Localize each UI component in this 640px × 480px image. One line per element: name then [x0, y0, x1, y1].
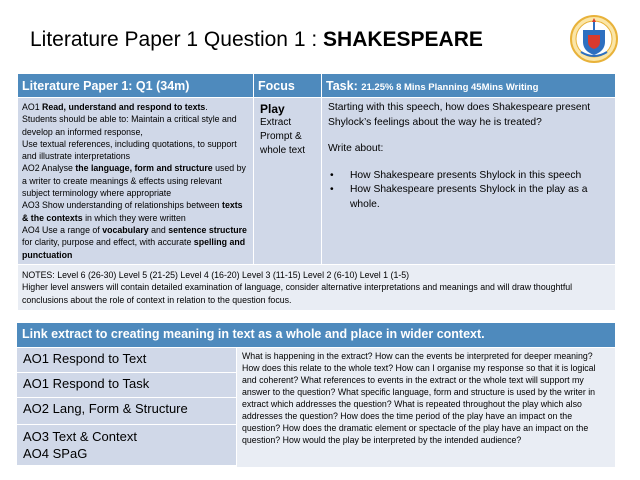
ao-line: AO4 Use a range of vocabulary and sentence structure for clarity, purpose and effect, with accurate spelling and punctuation — [22, 224, 247, 260]
objective-item-group — [17, 425, 236, 465]
page-title-prefix: Literature Paper 1 Question 1 : — [30, 28, 324, 51]
notes-cell — [18, 264, 616, 311]
write-about-label: Write about: — [328, 143, 384, 154]
task-table — [17, 73, 616, 311]
objective-item: AO1 Respond to Task — [17, 373, 236, 397]
school-crest-icon — [569, 14, 619, 64]
focus-line: Extract — [260, 117, 292, 128]
task-bullet: • How Shakespeare presents Shylock in the play as a whole. — [328, 183, 609, 212]
ao-line: Use textual references, including quotations, to support and illustrate interpretations — [22, 138, 237, 162]
task-bullet: • How Shakespeare presents Shylock in this speech — [328, 169, 609, 184]
focus-line: whole text — [260, 145, 306, 156]
focus-line: Prompt & — [260, 131, 302, 142]
paper-title-header: Literature Paper 1: Q1 (34m) — [18, 74, 254, 98]
task-table-body — [18, 98, 616, 265]
objective-item: AO3 Text & Context — [23, 429, 137, 444]
task-header — [322, 74, 616, 98]
ao-line: AO3 Show understanding of relationships between texts & the contexts in which they were written — [22, 200, 243, 223]
assessment-objectives — [18, 98, 254, 265]
focus-title: Play — [260, 102, 285, 116]
notes-detail: Higher level answers will contain detailed examination of language, consider alternative interpretations and meanings and will draw thoughtful conclusions about the role of context in relation to the question focus. — [22, 282, 573, 305]
notes-row — [18, 264, 616, 311]
task-header-detail: 21.25% 8 Mins Planning 45Mins Writing — [361, 81, 539, 93]
task-cell — [322, 98, 616, 265]
task-table-header — [18, 74, 616, 98]
objective-item: AO4 SPaG — [23, 446, 88, 461]
objective-item: AO2 Lang, Form & Structure — [17, 398, 236, 424]
task-bullet-list — [328, 169, 609, 213]
notes-levels: NOTES: Level 6 (26-30) Level 5 (21-25) Level 4 (16-20) Level 3 (11-15) Level 2 (6-10) Level 1 (1-5) — [22, 269, 410, 280]
task-header-label: Task: — [326, 78, 362, 93]
ao-line: AO2 Analyse the language, form and structure used by a writer to create meanings & effects using relevant subject terminology where appropriate — [22, 163, 246, 199]
objective-item: AO1 Respond to Text — [17, 348, 236, 372]
context-header: Link extract to creating meaning in text as a whole and place in wider context. — [17, 323, 615, 347]
focus-header: Focus — [254, 74, 322, 98]
ao-line: AO1 Read, understand and respond to texts. — [22, 102, 208, 112]
ao-line: Students should be able to: Maintain a critical style and develop an informed response, — [22, 114, 237, 137]
focus-cell — [254, 98, 322, 265]
objectives-column — [17, 348, 236, 466]
task-question: Starting with this speech, how does Shakespeare present Shylock’s feelings about the way he is treated? — [328, 102, 591, 128]
guiding-questions: What is happening in the extract? How can the events be interpreted for deeper meaning? How does this relate to the whole text? How can I organise my response so that it is logical and coherent? What references to events in the extract or the whole text will support my answer to the question? What specific language, form and structure is used by the writer in extract which addresses the question? What is repeated throughout the play which also addresses the question? How does the time period of the play have an impact on the question? How does the dramatic element or spectacle of the play have an impact on the question? How would the play be interpreted by the intended audience? — [237, 348, 615, 467]
page-title-emphasis: SHAKESPEARE — [323, 28, 483, 51]
page-title — [30, 28, 483, 52]
